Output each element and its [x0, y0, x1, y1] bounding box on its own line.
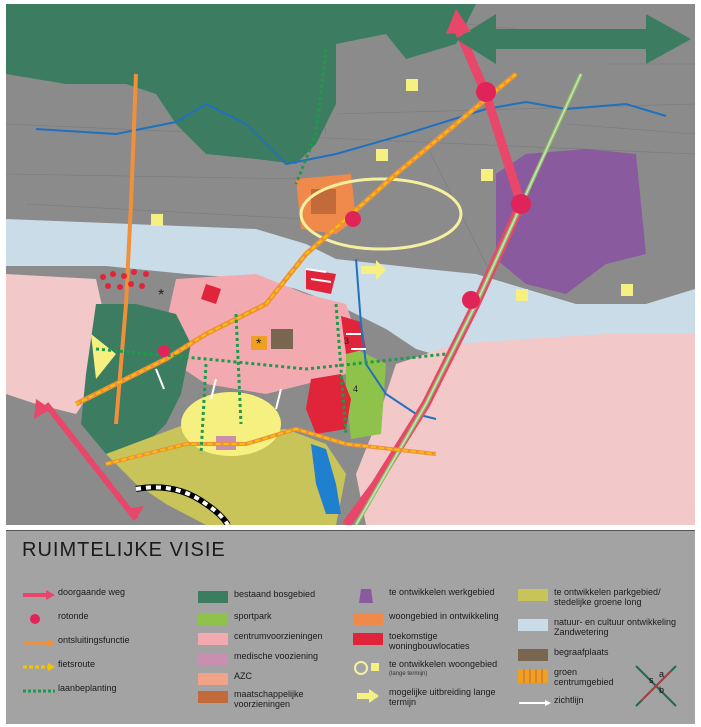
legend-label-werkgebied: te ontwikkelen werkgebied — [389, 587, 495, 597]
legend-label-begraafplaats: begraafplaats — [554, 647, 609, 657]
legend-label-laanbeplanting: laanbeplanting — [58, 683, 117, 693]
legend-item-azc — [196, 671, 252, 687]
legend-label-groen-centrum: groen centrumgebied — [554, 667, 614, 687]
legend-title: RUIMTELIJKE VISIE — [22, 539, 226, 561]
legend-label-doorgaande-weg: doorgaande weg — [58, 587, 126, 597]
compass-label-a: a — [659, 669, 665, 679]
legend-item-woningbouw — [351, 631, 491, 651]
legend-label-medisch: medische vooziening — [234, 651, 319, 661]
legend-item-laanbeplanting — [20, 683, 117, 699]
legend-item-maatschappelijk — [196, 689, 336, 709]
legend-label-natuur: natuur- en cultuur ontwikkeling Zandwetering — [554, 617, 677, 637]
legend-label-uitbreiding: mogelijke uitbreiding lange termijn — [389, 687, 496, 707]
legend-label-rotonde: rotonde — [58, 611, 89, 621]
legend-panel — [6, 530, 695, 724]
legend-item-ontsluitingsfunctie — [20, 635, 130, 651]
legend-item-bosgebied — [196, 589, 315, 605]
compass-symbol — [631, 661, 681, 711]
legend-item-groen-centrum — [516, 667, 616, 687]
legend-label-woningbouw: toekomstige woningbouwlocaties — [389, 631, 470, 651]
legend-label-sportpark: sportpark — [234, 611, 272, 621]
legend-label-woongebied-ontwikkeling: woongebied in ontwikkeling — [389, 611, 499, 621]
legend-item-uitbreiding — [351, 687, 501, 707]
legend-item-centrum — [196, 631, 323, 647]
legend-label-centrum: centrumvoorzieningen — [234, 631, 323, 641]
legend-item-werkgebied — [351, 587, 495, 603]
legend-item-te-ontw-woongebied — [351, 659, 501, 679]
map-canvas — [6, 4, 695, 525]
legend-label-fietsroute: fietsroute — [58, 659, 96, 669]
legend-label-maatschappelijk: maatschappelijke voorzieningen — [234, 689, 304, 709]
asterisk-marker-1: * — [158, 287, 165, 304]
legend-item-fietsroute — [20, 659, 95, 675]
compass-label-s: s — [649, 675, 654, 685]
legend-label-ontsluitingsfunctie: ontsluitingsfunctie — [58, 635, 130, 645]
location-number-4: 4 — [353, 384, 359, 394]
legend-label-azc: AZC — [234, 671, 252, 681]
compass-label-b: b — [659, 685, 665, 695]
legend-item-begraafplaats — [516, 647, 609, 663]
legend-item-doorgaande-weg — [20, 587, 125, 603]
map-panel — [6, 4, 695, 525]
legend-item-sportpark — [196, 611, 272, 627]
location-number-3: 3 — [344, 336, 350, 346]
legend-item-medisch — [196, 651, 318, 667]
legend-item-zichtlijn — [516, 695, 584, 711]
legend-item-rotonde — [20, 611, 89, 627]
legend-item-woongebied-ontwikkeling — [351, 611, 499, 627]
legend-label-zichtlijn: zichtlijn — [554, 695, 584, 705]
legend-item-natuur — [516, 617, 686, 637]
legend-note-lange-termijn: (lange termijn) — [389, 671, 428, 677]
cemetery — [271, 329, 293, 349]
legend-label-te-ontw-woongebied: te ontwikkelen woongebied — [389, 659, 498, 669]
legend-label-parkgebied: te ontwikkelen parkgebied/ stedelijke groene long — [554, 587, 661, 607]
legend-item-parkgebied — [516, 587, 686, 607]
legend-label-bosgebied: bestaand bosgebied — [234, 589, 316, 599]
asterisk-marker-2: * — [256, 335, 262, 351]
